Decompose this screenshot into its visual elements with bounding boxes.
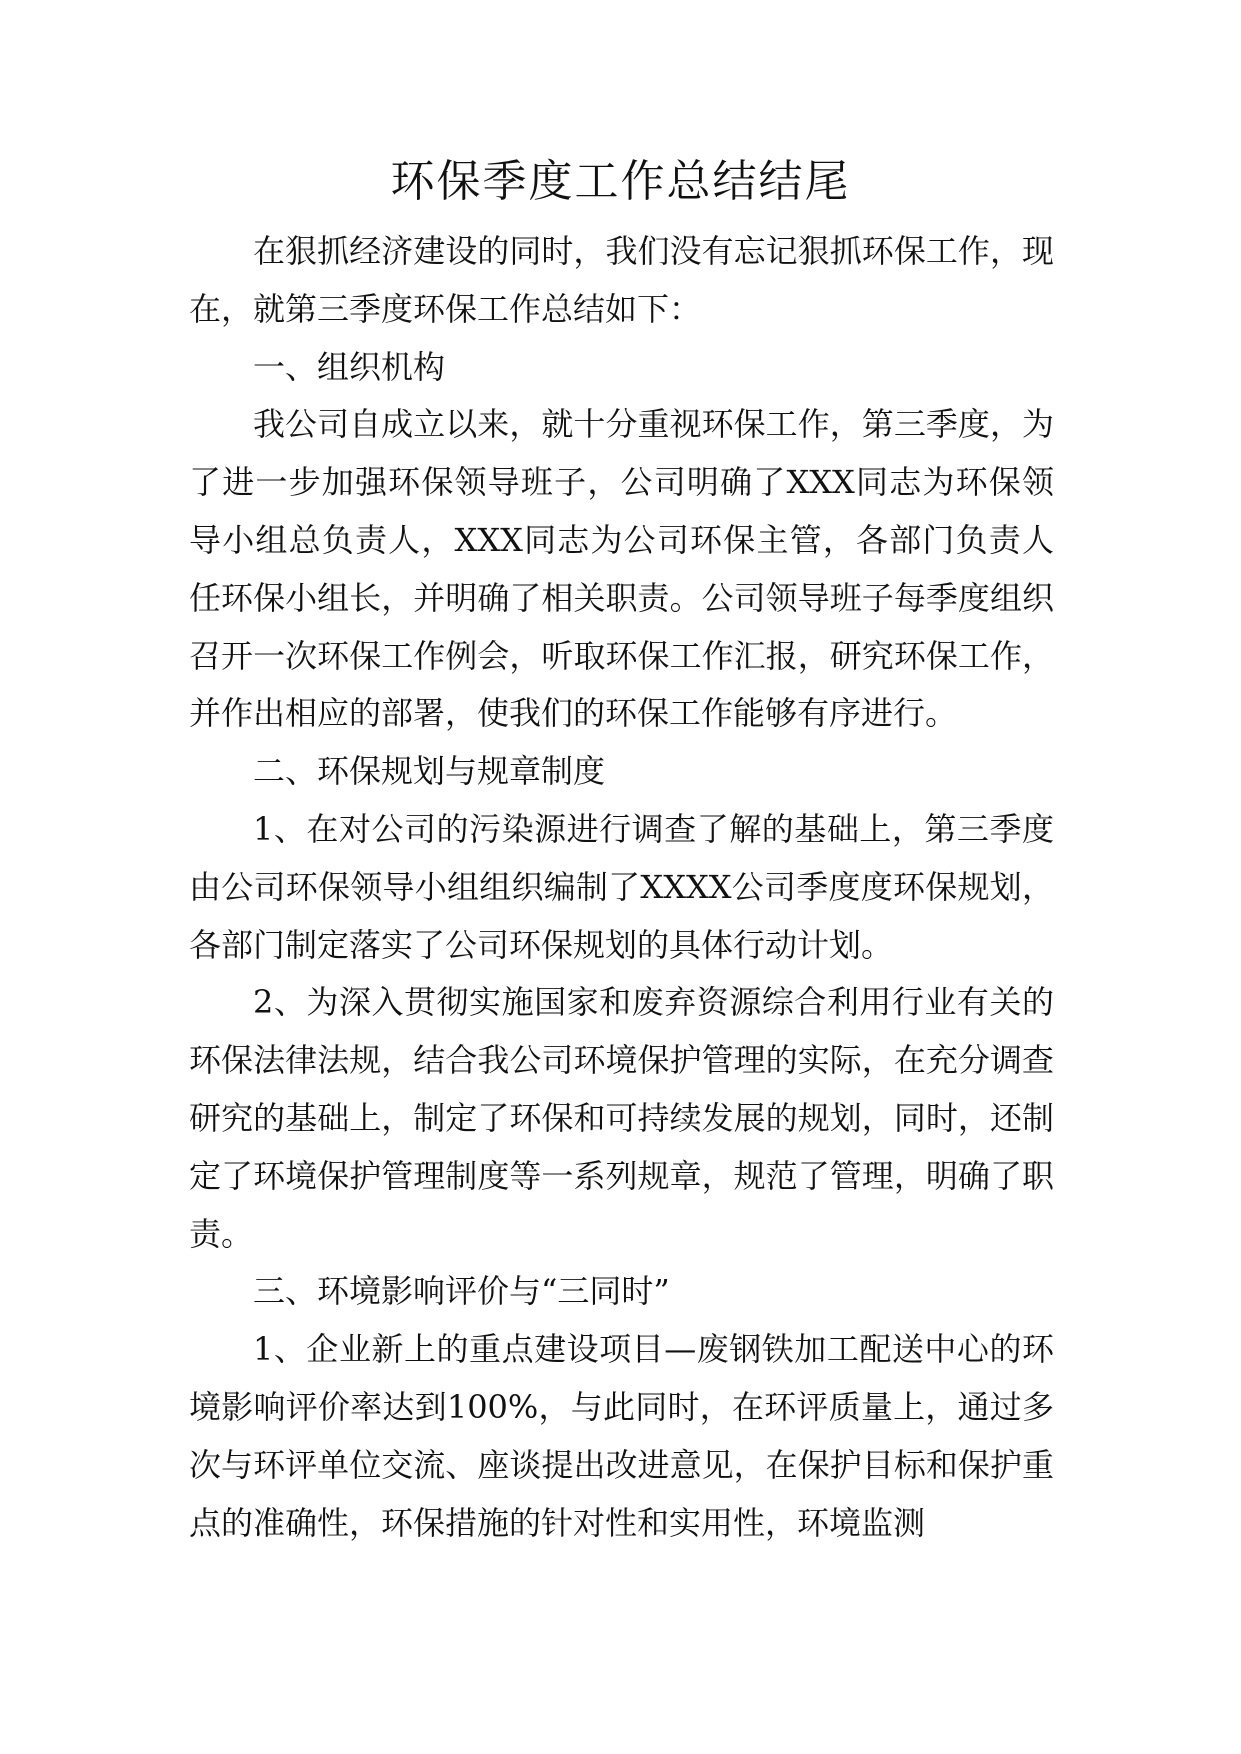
- document-body: [189, 223, 1054, 1552]
- eia-paragraph-1: 1、企业新上的重点建设项目—废钢铁加工配送中心的环境影响评价率达到100%，与此同时，在环评质量上，通过多次与环评单位交流、座谈提出改进意见，在保护目标和保护重点的准确性，环保措施的针对性和实用性，环境监测: [189, 1330, 1054, 1542]
- document-title: 环保季度工作总结结尾: [390, 156, 851, 207]
- section-heading-planning: 二、环保规划与规章制度: [253, 752, 606, 791]
- organization-paragraph: 我公司自成立以来，就十分重视环保工作，第三季度，为了进一步加强环保领导班子，公司明确了XXX同志为环保领导小组总负责人，XXX同志为公司环保主管，各部门负责人任环保小组长，并明确了相关职责。公司领导班子每季度组织召开一次环保工作例会，听取环保工作汇报，研究环保工作，并作出相应的部署，使我们的环保工作能够有序进行。: [189, 405, 1054, 733]
- section-heading-organization: 一、组织机构: [253, 347, 446, 386]
- planning-paragraph-2: 2、为深入贯彻实施国家和废弃资源综合利用行业有关的环保法律法规，结合我公司环境保护管理的实际，在充分调查研究的基础上，制定了环保和可持续发展的规划，同时，还制定了环境保护管理制度等一系列规章，规范了管理，明确了职责。: [189, 983, 1054, 1253]
- intro-paragraph: 在狠抓经济建设的同时，我们没有忘记狠抓环保工作，现在，就第三季度环保工作总结如下：: [189, 232, 1054, 328]
- planning-paragraph-1: 1、在对公司的污染源进行调查了解的基础上，第三季度由公司环保领导小组组织编制了XXXX公司季度度环保规划，各部门制定落实了公司环保规划的具体行动计划。: [189, 809, 1054, 964]
- section-heading-eia: 三、环境影响评价与“三同时”: [253, 1272, 670, 1311]
